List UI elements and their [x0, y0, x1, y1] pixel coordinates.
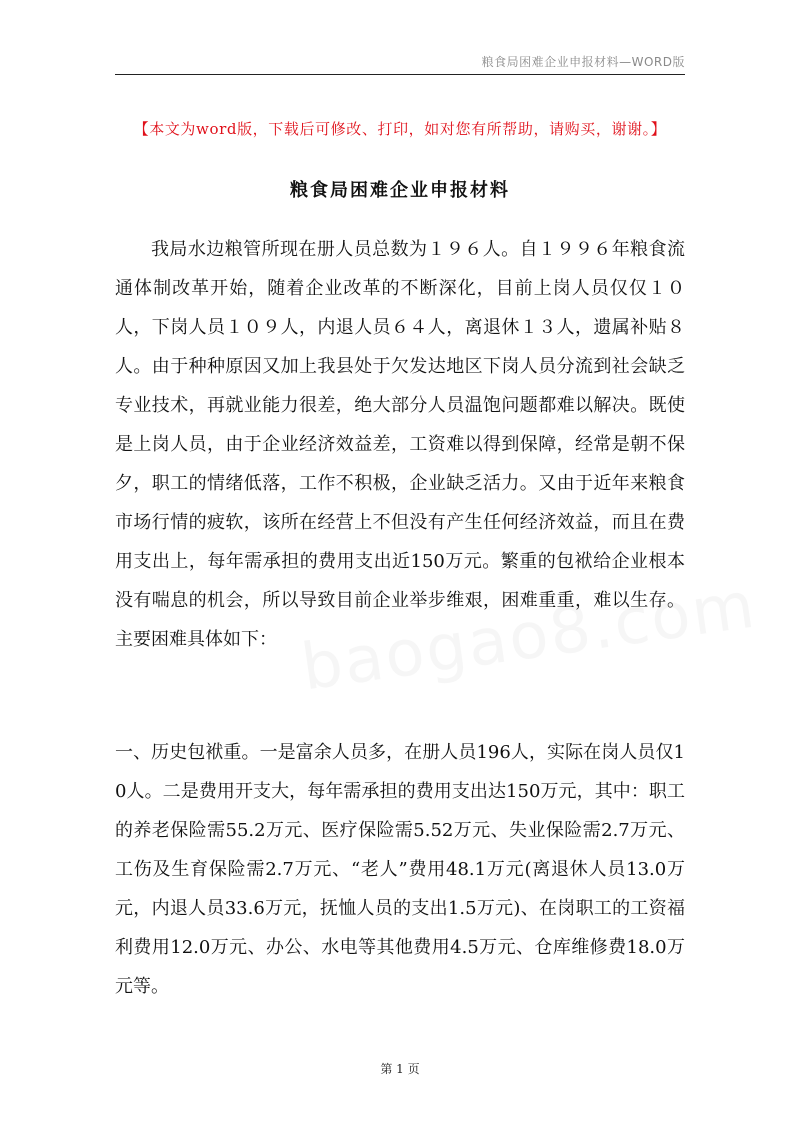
purchase-notice: 【本文为word版，下载后可修改、打印，如对您有所帮助，请购买，谢谢。】 [133, 120, 667, 138]
running-header: 粮食局困难企业申报材料—WORD版 [481, 55, 685, 69]
paragraph-history-burden: 一、历史包袱重。一是富余人员多，在册人员196人，实际在岗人员仅10人。二是费用开支大，每年需承担的费用支出达150万元，其中：职工的养老保险需55.2万元、医疗保险需5.52万元、失业保险需2.7万元、工伤及生育保险需2.7万元、“老人”费用48.1万元(离退休人员13.0万元，内退人员33.6万元，抚恤人员的支出1.5万元)、在岗职工的工资福利费用12.0万元、办公、水电等其他费用4.5万元、仓库维修费18.0万元等。 [115, 742, 685, 997]
page-number: 第 1 页 [380, 1062, 420, 1076]
paragraph-intro: 我局水边粮管所现在册人员总数为１９６人。自１９９６年粮食流通体制改革开始，随着企业改革的不断深化，目前上岗人员仅仅１０人，下岗人员１０９人，内退人员６４人，离退休１３人，遗属补贴８人。由于种种原因又加上我县处于欠发达地区下岗人员分流到社会缺乏专业技术，再就业能力很差，绝大部分人员温饱问题都难以解决。既使是上岗人员，由于企业经济效益差，工资难以得到保障，经常是朝不保夕，职工的情绪低落，工作不积极，企业缺乏活力。又由于近年来粮食市场行情的疲软，该所在经营上不但没有产生任何经济效益，而且在费用支出上，每年需承担的费用支出近150万元。繁重的包袱给企业根本没有喘息的机会，所以导致目前企业举步维艰，困难重重，难以生存。主要困难具体如下： [115, 239, 685, 650]
header-divider [115, 74, 685, 75]
document-title: 粮食局困难企业申报材料 [290, 180, 510, 201]
